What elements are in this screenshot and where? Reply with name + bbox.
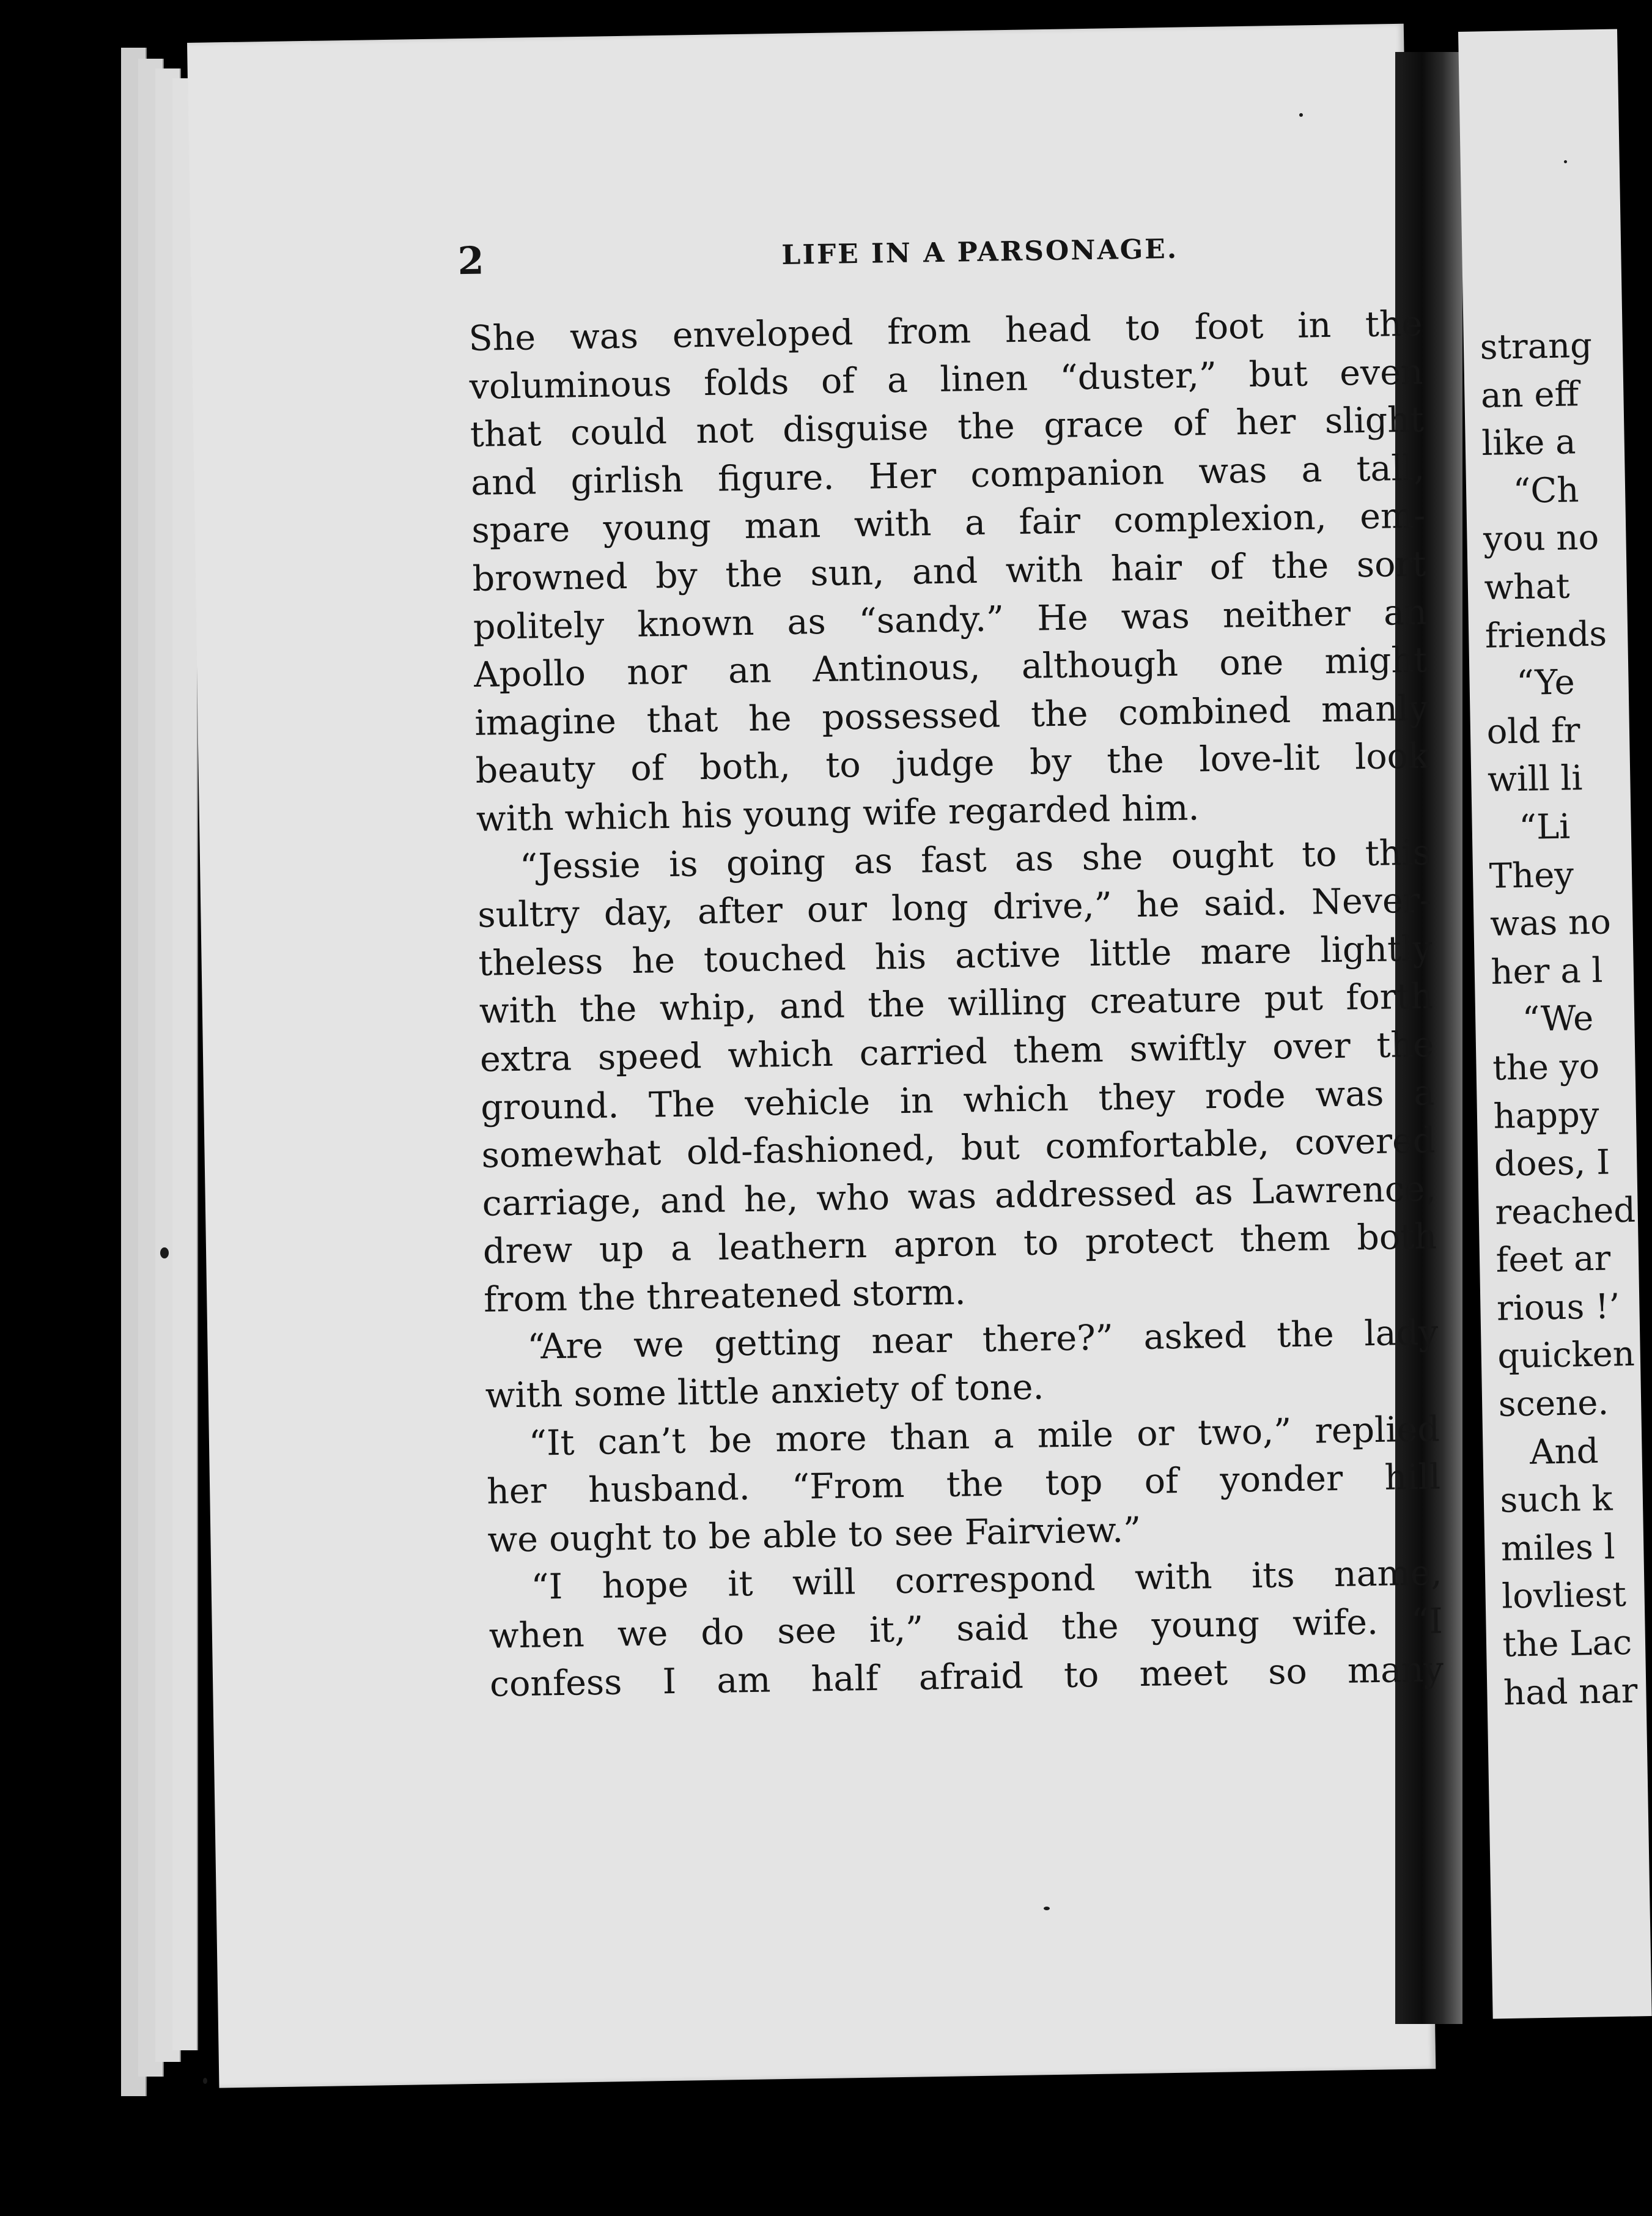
text-line: “I hope it will correspond with its name, xyxy=(531,1553,1442,1608)
text-line: Apollo nor an Antinous, although one might xyxy=(473,640,1428,696)
partial-text-line: quicken xyxy=(1497,1334,1635,1377)
page-number: 2 xyxy=(457,238,485,284)
text-line: carriage, and he, who was addressed as Lawrence, xyxy=(482,1169,1437,1224)
text-line: when we do see it,” said the young wife. “I xyxy=(489,1601,1444,1656)
partial-text-line: They xyxy=(1489,854,1574,896)
text-line: with some little anxiety of tone. xyxy=(485,1367,1045,1416)
body-text xyxy=(468,300,1444,1708)
partial-text-line: old fr xyxy=(1486,710,1580,752)
partial-text-line: lovliest xyxy=(1501,1575,1627,1617)
partial-text-line: happy xyxy=(1493,1095,1599,1137)
scan-speck xyxy=(1564,160,1567,163)
partial-text-line: you no xyxy=(1483,518,1599,560)
text-line: we ought to be able to see Fairview.” xyxy=(487,1509,1141,1560)
text-line: and girlish figure. Her companion was a tall, xyxy=(470,448,1425,503)
running-title: LIFE IN A PARSONAGE. xyxy=(781,233,1179,271)
text-line: theless he touched his active little mare lightly xyxy=(478,928,1433,984)
scan-speck xyxy=(203,2078,207,2084)
partial-text-line: reached xyxy=(1494,1190,1636,1233)
partial-text-line: miles l xyxy=(1500,1527,1616,1569)
text-line: sultry day, after our long drive,” he said. Never- xyxy=(477,880,1432,936)
partial-text-line: like a xyxy=(1481,422,1577,464)
scan-speck xyxy=(1044,1907,1050,1910)
partial-text-line: does, I xyxy=(1494,1142,1610,1184)
text-line: voluminous folds of a linen “duster,” but even xyxy=(469,352,1424,407)
text-line: She was enveloped from head to foot in the xyxy=(468,303,1423,360)
partial-text-line: “Li xyxy=(1518,807,1571,848)
partial-text-line: an eff xyxy=(1480,374,1579,416)
text-line: spare young man with a fair complexion, em- xyxy=(471,495,1426,552)
text-line: with which his young wife regarded him. xyxy=(476,788,1200,840)
partial-text-line: her a l xyxy=(1490,950,1603,992)
partial-text-line: the Lac xyxy=(1502,1623,1632,1665)
partial-text-line: was no xyxy=(1489,902,1612,944)
right-page-text xyxy=(1480,322,1638,1718)
partial-text-line: scene. xyxy=(1498,1383,1609,1425)
partial-text-line: “Ch xyxy=(1513,470,1579,511)
text-line: “Are we getting near there?” asked the lady xyxy=(526,1312,1439,1368)
scan-speck xyxy=(1299,113,1303,117)
partial-text-line: “We xyxy=(1522,999,1594,1040)
partial-text-line: And xyxy=(1529,1431,1599,1472)
text-line: politely known as “sandy.” He was neither an xyxy=(473,592,1428,648)
text-line: with the whip, and the willing creature put forth xyxy=(479,976,1434,1032)
partial-text-line: “Ye xyxy=(1516,662,1576,704)
text-line: ground. The vehicle in which they rode was a xyxy=(480,1072,1435,1128)
text-line: “It can’t be more than a mile or two,” replied xyxy=(528,1408,1440,1464)
partial-text-line: had nar xyxy=(1503,1671,1638,1713)
partial-text-line: such k xyxy=(1500,1479,1613,1521)
text-line: “Jessie is going as fast as she ought to this xyxy=(519,832,1431,887)
partial-text-line: rious !’ xyxy=(1496,1287,1620,1329)
text-line: beauty of both, to judge by the love-lit look xyxy=(475,736,1429,792)
text-line: browned by the sun, and with hair of the sort xyxy=(472,544,1427,599)
text-line: drew up a leathern apron to protect them both xyxy=(482,1216,1437,1272)
partial-text-line: friends xyxy=(1484,614,1607,656)
text-line: her husband. “From the top of yonder hill xyxy=(486,1457,1441,1513)
partial-text-line: feet ar xyxy=(1495,1238,1611,1281)
text-line: confess I am half afraid to meet so many xyxy=(489,1649,1444,1705)
text-line: that could not disguise the grace of her slight xyxy=(470,399,1425,456)
text-line: extra speed which carried them swiftly over the xyxy=(479,1024,1434,1080)
scan-speck xyxy=(160,1247,169,1258)
partial-text-line: strang xyxy=(1480,325,1593,367)
text-line: somewhat old-fashioned, but comfortable, covered xyxy=(481,1120,1436,1176)
partial-text-line: what xyxy=(1483,566,1570,608)
text-line: imagine that he possessed the combined manly xyxy=(474,688,1429,744)
text-line: from the threatened storm. xyxy=(483,1272,967,1320)
partial-text-line: will li xyxy=(1487,758,1583,800)
partial-text-line: the yo xyxy=(1492,1046,1600,1088)
